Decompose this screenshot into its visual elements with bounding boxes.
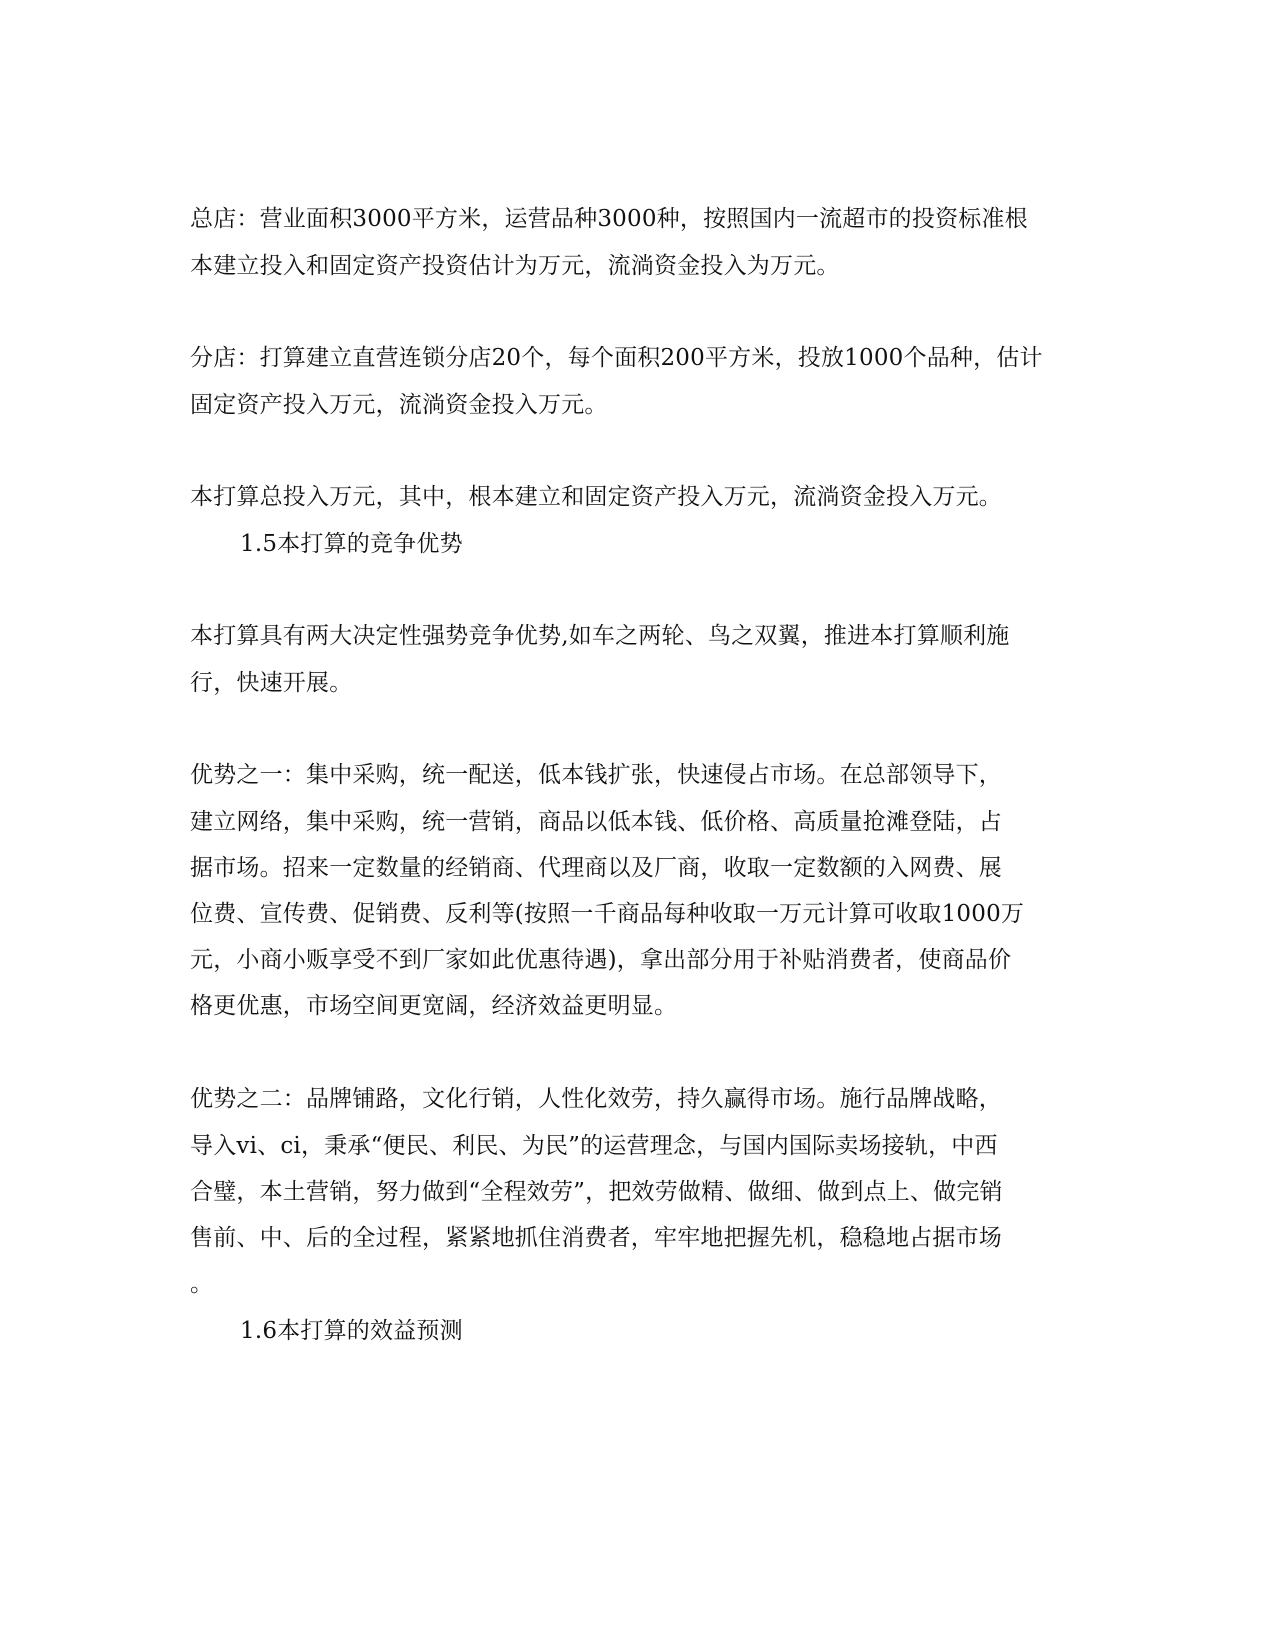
text-line: 格更优惠，市场空间更宽阔，经济效益更明显。 [190,993,678,1019]
text-line: 总店：营业面积3000平方米，运营品种3000种，按照国内一流超市的投资标准根 [190,206,1028,232]
text-line: 分店：打算建立直营连锁分店20个，每个面积200平方米，投放1000个品种，估计 [190,345,1043,371]
text-line: 优势之一：集中采购，统一配送，低本钱扩张，快速侵占市场。在总部领导下， [190,762,1002,788]
text-line: 本建立投入和固定资产投资估计为万元，流淌资金投入为万元。 [190,253,840,279]
text-line: 。 [190,1271,214,1297]
text-line: 售前、中、后的全过程，紧紧地抓住消费者，牢牢地把握先机，稳稳地占据市场 [190,1225,1002,1251]
text-line: 本打算总投入万元，其中，根本建立和固定资产投入万元，流淌资金投入万元。 [190,484,1002,510]
text-line: 行，快速开展。 [190,670,353,696]
text-line: 合璧，本土营销，努力做到“全程效劳”，把效劳做精、做细、做到点上、做完销 [190,1179,1003,1205]
text-line: 固定资产投入万元，流淌资金投入万元。 [190,392,608,418]
text-line: 本打算具有两大决定性强势竞争优势,如车之两轮、鸟之双翼，推进本打算顺利施 [190,623,1010,649]
section-heading: 1.5本打算的竞争优势 [240,531,463,557]
text-line: 据市场。招来一定数量的经销商、代理商以及厂商，收取一定数额的入网费、展 [190,855,1002,881]
text-line: 位费、宣传费、促销费、反利等(按照一千商品每种收取一万元计算可收取1000万 [190,901,1025,927]
text-line: 优势之二：品牌铺路，文化行销，人性化效劳，持久赢得市场。施行品牌战略， [190,1086,1002,1112]
section-heading: 1.6本打算的效益预测 [240,1318,463,1344]
text-line: 元，小商小贩享受不到厂家如此优惠待遇)，拿出部分用于补贴消费者，使商品价 [190,947,1012,973]
text-line: 导入vi、ci，秉承“便民、利民、为民”的运营理念，与国内国际卖场接轨，中西 [190,1133,998,1159]
text-line: 建立网络，集中采购，统一营销，商品以低本钱、低价格、高质量抢滩登陆，占 [190,809,1002,835]
